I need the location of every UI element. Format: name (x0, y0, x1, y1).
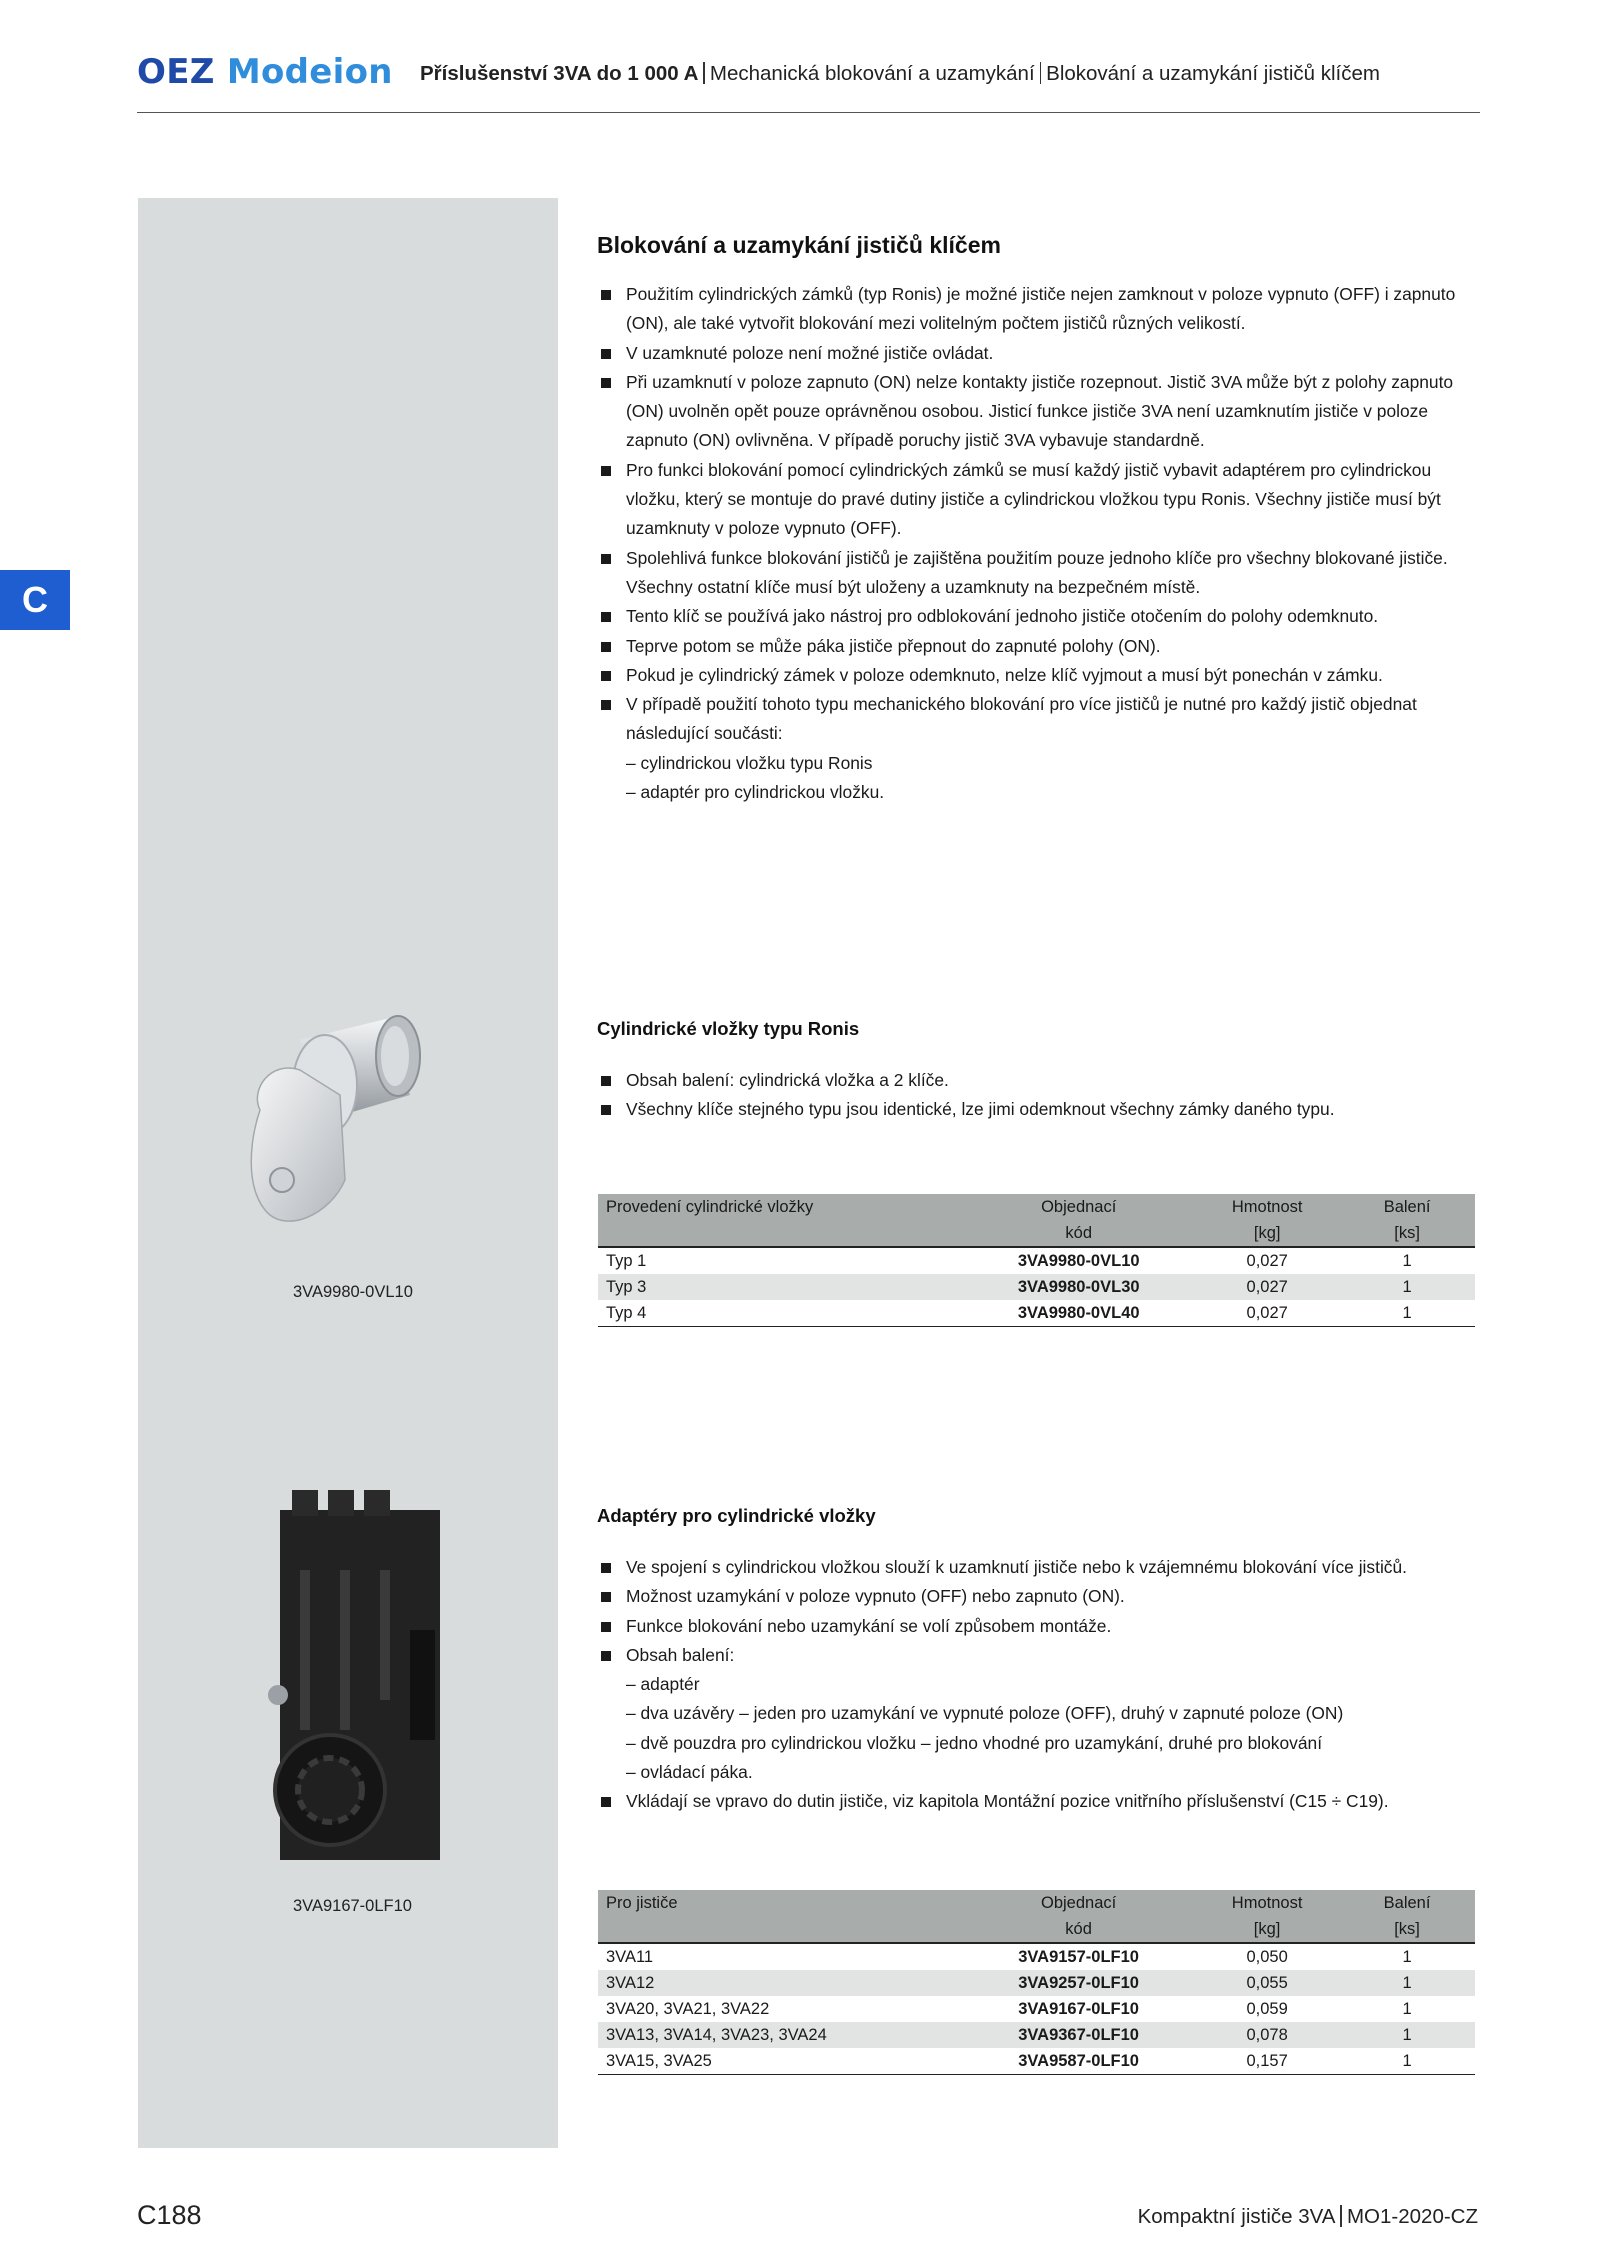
bullet-item: Všechny klíče stejného typu jsou identické, lze jimi odemknout všechny zámky daného typu. (597, 1095, 1485, 1124)
table-header: [kg] (1195, 1220, 1339, 1247)
bullet-item: Při uzamknutí v poloze zapnuto (ON) nelze kontakty jističe rozepnout. Jistič 3VA může být z polohy zapnuto (ON) uvolněn opět pouze oprávněnou osobou. Jisticí funkce jističe 3VA není uzamknutím jističe v poloze zapnuto (ON) ovlivněna. V případě poruchy jistič 3VA vybavuje standardně. (597, 368, 1485, 456)
table-cell: 1 (1402, 1948, 1412, 1966)
table-cell: 0,055 (1195, 1970, 1339, 1996)
subsection-title: Cylindrické vložky typu Ronis (597, 1018, 860, 1039)
order-code: 3VA9157-0LF10 (1018, 1948, 1139, 1966)
table-cell: Typ 4 (598, 1300, 962, 1327)
table-header: [ks] (1339, 1916, 1475, 1943)
dash-item: – adaptér (626, 1674, 700, 1695)
table-header: Hmotnost (1195, 1194, 1339, 1220)
table-row (598, 1274, 1475, 1300)
table-header: kód (962, 1220, 1195, 1247)
table-cell: 1 (1402, 2000, 1412, 2018)
table-row (598, 1943, 1475, 1970)
adapter-bullets (597, 1553, 1485, 1817)
table-cell: 0,027 (1195, 1300, 1339, 1327)
table-cell: 1 (1339, 1274, 1475, 1300)
section-title: Blokování a uzamykání jističů klíčem (597, 232, 1001, 258)
ronis-table (598, 1194, 1475, 1327)
order-code: 3VA9980-0VL10 (1017, 1252, 1140, 1270)
table-cell: 1 (1339, 1300, 1475, 1327)
table-header: Pro jističe (598, 1890, 962, 1916)
cylinder-lock-image (230, 1000, 470, 1260)
order-code: 3VA9980-0VL30 (1017, 1278, 1140, 1296)
breadcrumb (420, 62, 1380, 86)
order-code: 3VA9587-0LF10 (1018, 2052, 1139, 2070)
bullet-item: Možnost uzamykání v poloze vypnuto (OFF) nebo zapnuto (ON). (597, 1582, 1485, 1611)
table-row (598, 1996, 1475, 2022)
bullet-item: Pro funkci blokování pomocí cylindrických zámků se musí každý jistič vybavit adaptérem pro cylindrickou vložku, který se montuje do pravé dutiny jističe a cylindrickou vložkou typu Ronis. Všechny jističe musí být uzamknuty v poloze vypnuto (OFF). (597, 456, 1485, 544)
table-cell: 3VA15, 3VA25 (598, 2048, 962, 2075)
subsection-title: Adaptéry pro cylindrické vložky (597, 1505, 876, 1526)
table-cell: 0,027 (1246, 1252, 1288, 1270)
table-cell: 3VA13, 3VA14, 3VA23, 3VA24 (598, 2022, 962, 2048)
bullet-item: Ve spojení s cylindrickou vložkou slouží k uzamknutí jističe nebo k vzájemnému blokování více jističů. (597, 1553, 1485, 1582)
order-code: 3VA9980-0VL40 (1017, 1304, 1140, 1322)
bullet-item: Spolehlivá funkce blokování jističů je zajištěna použitím pouze jednoho klíče pro všechny blokované jističe. Všechny ostatní klíče musí být uloženy a uzamknuty na bezpečném místě. (597, 544, 1485, 603)
brand-modeion: Modeion (226, 52, 393, 92)
table-row (598, 2048, 1475, 2075)
bullet-item (597, 1641, 1485, 1787)
catalog-title: Kompaktní jističe 3VA (1137, 2205, 1336, 2228)
table-cell: 0,157 (1195, 2048, 1339, 2075)
table-cell: 1 (1339, 1970, 1475, 1996)
bullet-item: Tento klíč se používá jako nástroj pro odblokování jednoho jističe otočením do polohy odemknuto. (597, 602, 1485, 631)
bullet-item: Teprve potom se může páka jističe přepnout do zapnuté polohy (ON). (597, 632, 1485, 661)
brand-logo (137, 52, 393, 92)
catalog-code: MO1-2020-CZ (1346, 2205, 1478, 2228)
bullet-item: Pokud je cylindrický zámek v poloze odemknuto, nelze klíč vyjmout a musí být ponechán v zámku. (597, 661, 1485, 690)
table-cell: 0,078 (1195, 2022, 1339, 2048)
table-header: Objednací (962, 1194, 1195, 1220)
breadcrumb-item: Blokování a uzamykání jističů klíčem (1046, 62, 1380, 85)
table-cell: 0,050 (1246, 1948, 1288, 1966)
table-header: Balení (1339, 1890, 1475, 1916)
breadcrumb-item: Mechanická blokování a uzamykání (709, 62, 1035, 85)
table-header: [ks] (1339, 1220, 1475, 1247)
page-number: C188 (137, 2200, 202, 2230)
adapter-table (598, 1890, 1475, 2075)
table-cell: 3VA12 (598, 1970, 962, 1996)
table-row (598, 1247, 1475, 1274)
product-caption: 3VA9167-0LF10 (293, 1897, 412, 1915)
bullet-item (597, 690, 1485, 807)
table-header: [kg] (1195, 1916, 1339, 1943)
table-cell: 1 (1402, 1252, 1412, 1270)
bullet-item: V uzamknuté poloze není možné jističe ovládat. (597, 339, 1485, 368)
table-header: Objednací (962, 1890, 1195, 1916)
bullet-item: Obsah balení: cylindrická vložka a 2 klíče. (597, 1066, 1485, 1095)
dash-item: – dva uzávěry – jeden pro uzamykání ve vypnuté poloze (OFF), druhý v zapnuté poloze (ON) (626, 1703, 1344, 1724)
table-cell: Typ 3 (598, 1274, 962, 1300)
table-row (598, 1970, 1475, 1996)
table-row (598, 1300, 1475, 1327)
table-cell: 0,059 (1246, 2000, 1288, 2018)
order-code: 3VA9257-0LF10 (1018, 1974, 1139, 1992)
table-cell: 0,027 (1195, 1274, 1339, 1300)
table-header: Balení (1339, 1194, 1475, 1220)
bullet-item: Použitím cylindrických zámků (typ Ronis) je možné jističe nejen zamknout v poloze vypnuto (OFF) i zapnuto (ON), ale také vytvořit blokování mezi volitelným počtem jističů různých velikostí. (597, 280, 1485, 339)
page-header (137, 52, 1480, 113)
table-row (598, 2022, 1475, 2048)
table-cell: 3VA20, 3VA21, 3VA22 (606, 2000, 770, 2018)
breadcrumb-item: Příslušenství 3VA do 1 000 A (420, 62, 699, 85)
dash-item: – dvě pouzdra pro cylindrickou vložku – jedno vhodné pro uzamykání, druhé pro blokování (626, 1732, 1323, 1753)
brand-oez: OEZ (137, 52, 215, 92)
ronis-bullets (597, 1066, 1485, 1125)
dash-item: – ovládací páka. (626, 1762, 753, 1783)
order-code: 3VA9167-0LF10 (1018, 2000, 1139, 2018)
table-header: kód (962, 1916, 1195, 1943)
adapter-image (260, 1490, 460, 1870)
table-cell: 1 (1339, 2022, 1475, 2048)
order-code: 3VA9367-0LF10 (1018, 2026, 1139, 2044)
document-id (1138, 2205, 1478, 2229)
product-caption: 3VA9980-0VL10 (293, 1283, 413, 1301)
bullet-item: Vkládají se vpravo do dutin jističe, viz kapitola Montážní pozice vnitřního příslušenství (C15 ÷ C19). (597, 1787, 1485, 1816)
bullet-text: V případě použití tohoto typu mechanického blokování pro více jističů je nutné pro každý jistič objednat následující součásti: (626, 694, 1417, 744)
dash-item: – cylindrickou vložku typu Ronis (626, 752, 873, 773)
section-bullets (597, 280, 1485, 807)
chapter-tab: C (0, 570, 70, 630)
table-cell: Typ 1 (606, 1252, 647, 1270)
table-header: Hmotnost (1195, 1890, 1339, 1916)
table-header: Provedení cylindrické vložky (598, 1194, 962, 1220)
bullet-text: Obsah balení: (626, 1644, 735, 1665)
table-cell: 1 (1339, 2048, 1475, 2075)
table-cell: 3VA11 (606, 1948, 654, 1966)
dash-item: – adaptér pro cylindrickou vložku. (626, 782, 885, 803)
bullet-item: Funkce blokování nebo uzamykání se volí způsobem montáže. (597, 1612, 1485, 1641)
